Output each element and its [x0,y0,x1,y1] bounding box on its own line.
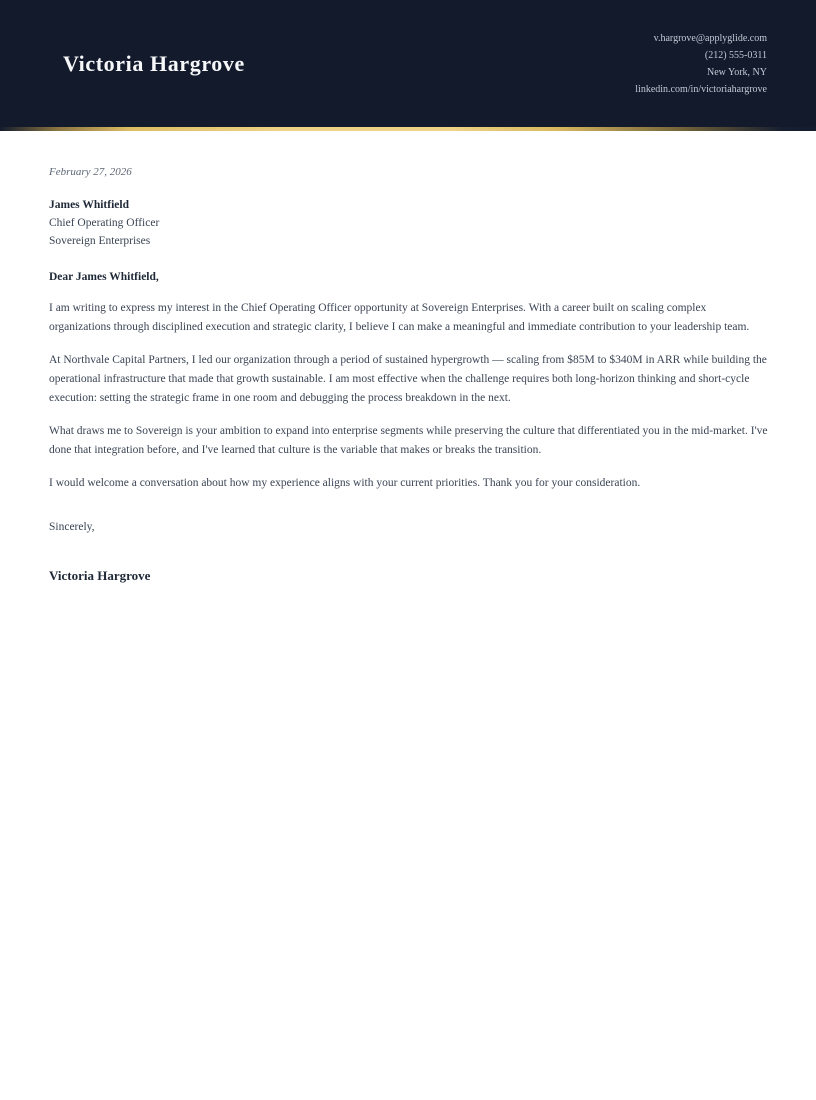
paragraph-intro: I am writing to express my interest in the Chief Operating Officer opportunity at Sovereign Enterprises. With a career built on scaling complex organizations through disciplined execution and strategic clarity, I believe I can make a meaningful and immediate contribution to your leadership team. [49,302,750,333]
contact-phone: (212) 555-0311 [704,49,767,61]
paragraph-motivation: What draws me to Sovereign is your ambition to expand into enterprise segments while preserving the culture that differentiated you in the mid-market. I've done that integration before, and I've learned that culture is the variable that makes or breaks the transition. [49,425,768,456]
contact-email: v.hargrove@applyglide.com [653,32,767,44]
salutation: Dear James Whitfield, [49,271,159,283]
contact-block [635,30,767,98]
recipient-name: James Whitfield [49,199,129,211]
contact-linkedin: linkedin.com/in/victoriahargrove [635,83,767,95]
contact-location: New York, NY [706,66,767,78]
paragraph-call-to-action: I would welcome a conversation about how my experience aligns with your current priorities. Thank you for your consideration. [49,477,641,489]
recipient-block [49,196,770,250]
paragraph-experience: At Northvale Capital Partners, I led our organization through a period of sustained hypergrowth — scaling from $85M to $340M in ARR while building the operational infrastructure that made that growth sustainable. I am most effective when the challenge requires both long-horizon thinking and short-cycle execution: setting the strategic frame in one room and debugging the process breakdown in the next. [49,354,767,404]
letterhead [0,0,816,127]
recipient-company: Sovereign Enterprises [49,235,151,247]
signature-name: Victoria Hargrove [49,568,151,583]
closing: Sincerely, [49,521,95,533]
candidate-name: Victoria Hargrove [63,50,245,76]
letter-date: February 27, 2026 [49,166,132,178]
recipient-title: Chief Operating Officer [49,217,160,229]
letter-body [0,131,816,585]
